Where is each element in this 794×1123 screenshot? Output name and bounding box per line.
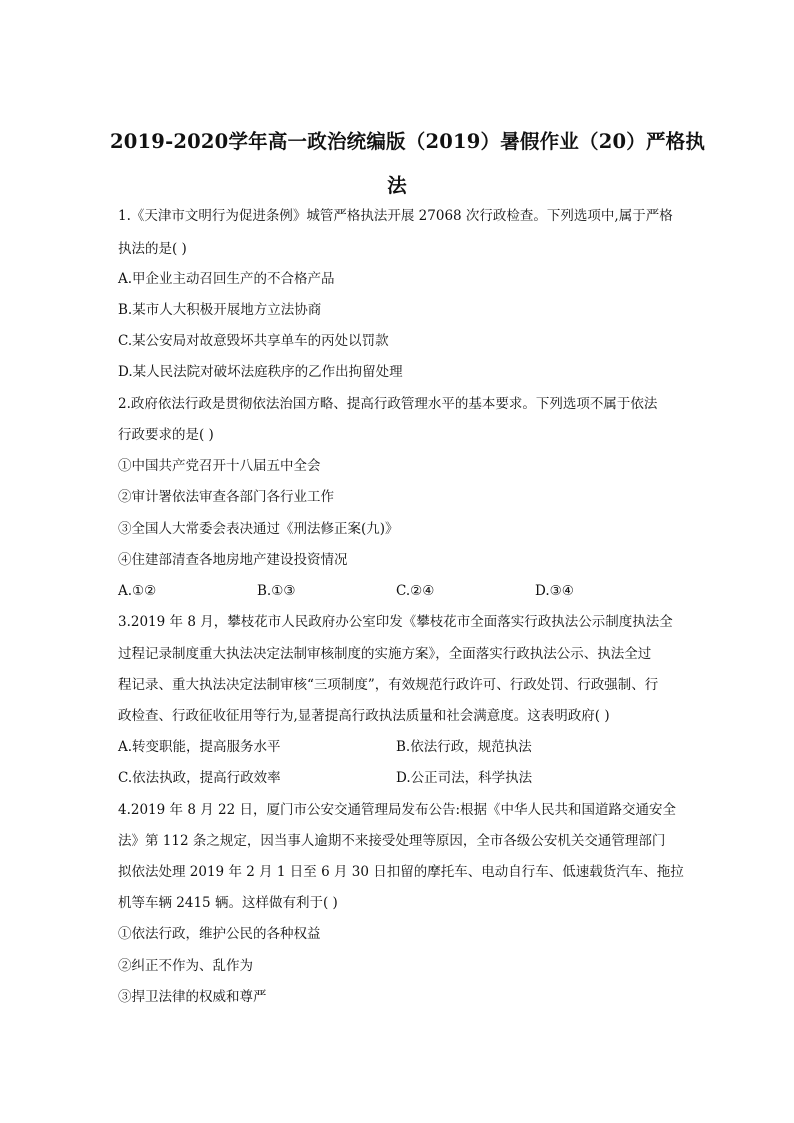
q4-stem-line-2: 法》第 112 条之规定，因当事人逾期不来接受处理等原因，全市各级公安机关交通管理部门 <box>118 833 666 849</box>
q1-option-d: D.某人民法院对破坏法庭秩序的乙作出拘留处理 <box>118 364 403 380</box>
q3-stem-line-2: 过程记录制度重大执法决定法制审核制度的实施方案》，全面落实行政执法公示、执法全过 <box>118 646 652 662</box>
q1-option-b: B.某市人大积极开展地方立法协商 <box>118 302 322 318</box>
q1-stem-line-1: 1.《天津市文明行为促进条例》城管严格执法开展 27068 次行政检查。下列选项中,属于严格 <box>118 208 673 224</box>
q2-item-1: ①中国共产党召开十八届五中全会 <box>118 458 321 474</box>
q2-option-d: D.③④ <box>535 583 574 599</box>
q4-item-1: ①依法行政，维护公民的各种权益 <box>118 926 321 942</box>
q2-item-4: ④住建部清查各地房地产建设投资情况 <box>118 552 348 568</box>
q3-stem-line-4: 政检查、行政征收征用等行为,显著提高行政执法质量和社会满意度。这表明政府( ) <box>118 708 610 724</box>
q3-option-d: D.公正司法，科学执法 <box>396 770 533 786</box>
page-title-line-1: 2019-2020学年高一政治统编版（2019）暑假作业（20）严格执 <box>110 130 706 153</box>
q2-item-3: ③全国人大常委会表决通过《刑法修正案(九)》 <box>118 521 399 537</box>
q1-stem-line-2: 执法的是( ) <box>118 241 187 257</box>
q3-option-c: C.依法执政，提高行政效率 <box>118 770 281 786</box>
q4-stem-line-3: 拟依法处理 2019 年 2 月 1 日至 6 月 30 日扣留的摩托车、电动自行车、低速载货汽车、拖拉 <box>118 864 684 880</box>
q3-stem-line-3: 程记录、重大执法决定法制审核“三项制度”，有效规范行政许可、行政处罚、行政强制、行 <box>118 677 659 693</box>
q1-option-c: C.某公安局对故意毁坏共享单车的丙处以罚款 <box>118 333 389 349</box>
q2-option-c: C.②④ <box>396 583 435 599</box>
q4-item-3: ③捍卫法律的权威和尊严 <box>118 989 267 1005</box>
q2-option-b: B.①③ <box>257 583 296 599</box>
q4-item-2: ②纠正不作为、乱作为 <box>118 958 253 974</box>
q2-stem-line-1: 2.政府依法行政是贯彻依法治国方略、提高行政管理水平的基本要求。下列选项不属于依法 <box>118 396 658 412</box>
q3-option-b: B.依法行政，规范执法 <box>396 739 532 755</box>
page-title-line-2: 法 <box>387 174 407 197</box>
q3-option-a: A.转变职能，提高服务水平 <box>118 739 281 755</box>
q4-stem-line-4: 机等车辆 2415 辆。这样做有利于( ) <box>118 895 338 911</box>
q4-stem-line-1: 4.2019 年 8 月 22 日，厦门市公安交通管理局发布公告:根据《中华人民共和国道路交通安全 <box>118 802 677 818</box>
q3-stem-line-1: 3.2019 年 8 月，攀枝花市人民政府办公室印发《攀枝花市全面落实行政执法公示制度执法全 <box>118 614 673 630</box>
q1-option-a: A.甲企业主动召回生产的不合格产品 <box>118 271 335 287</box>
q2-stem-line-2: 行政要求的是( ) <box>118 427 214 443</box>
q2-item-2: ②审计署依法审查各部门各行业工作 <box>118 489 334 505</box>
q2-option-a: A.①② <box>118 583 157 599</box>
